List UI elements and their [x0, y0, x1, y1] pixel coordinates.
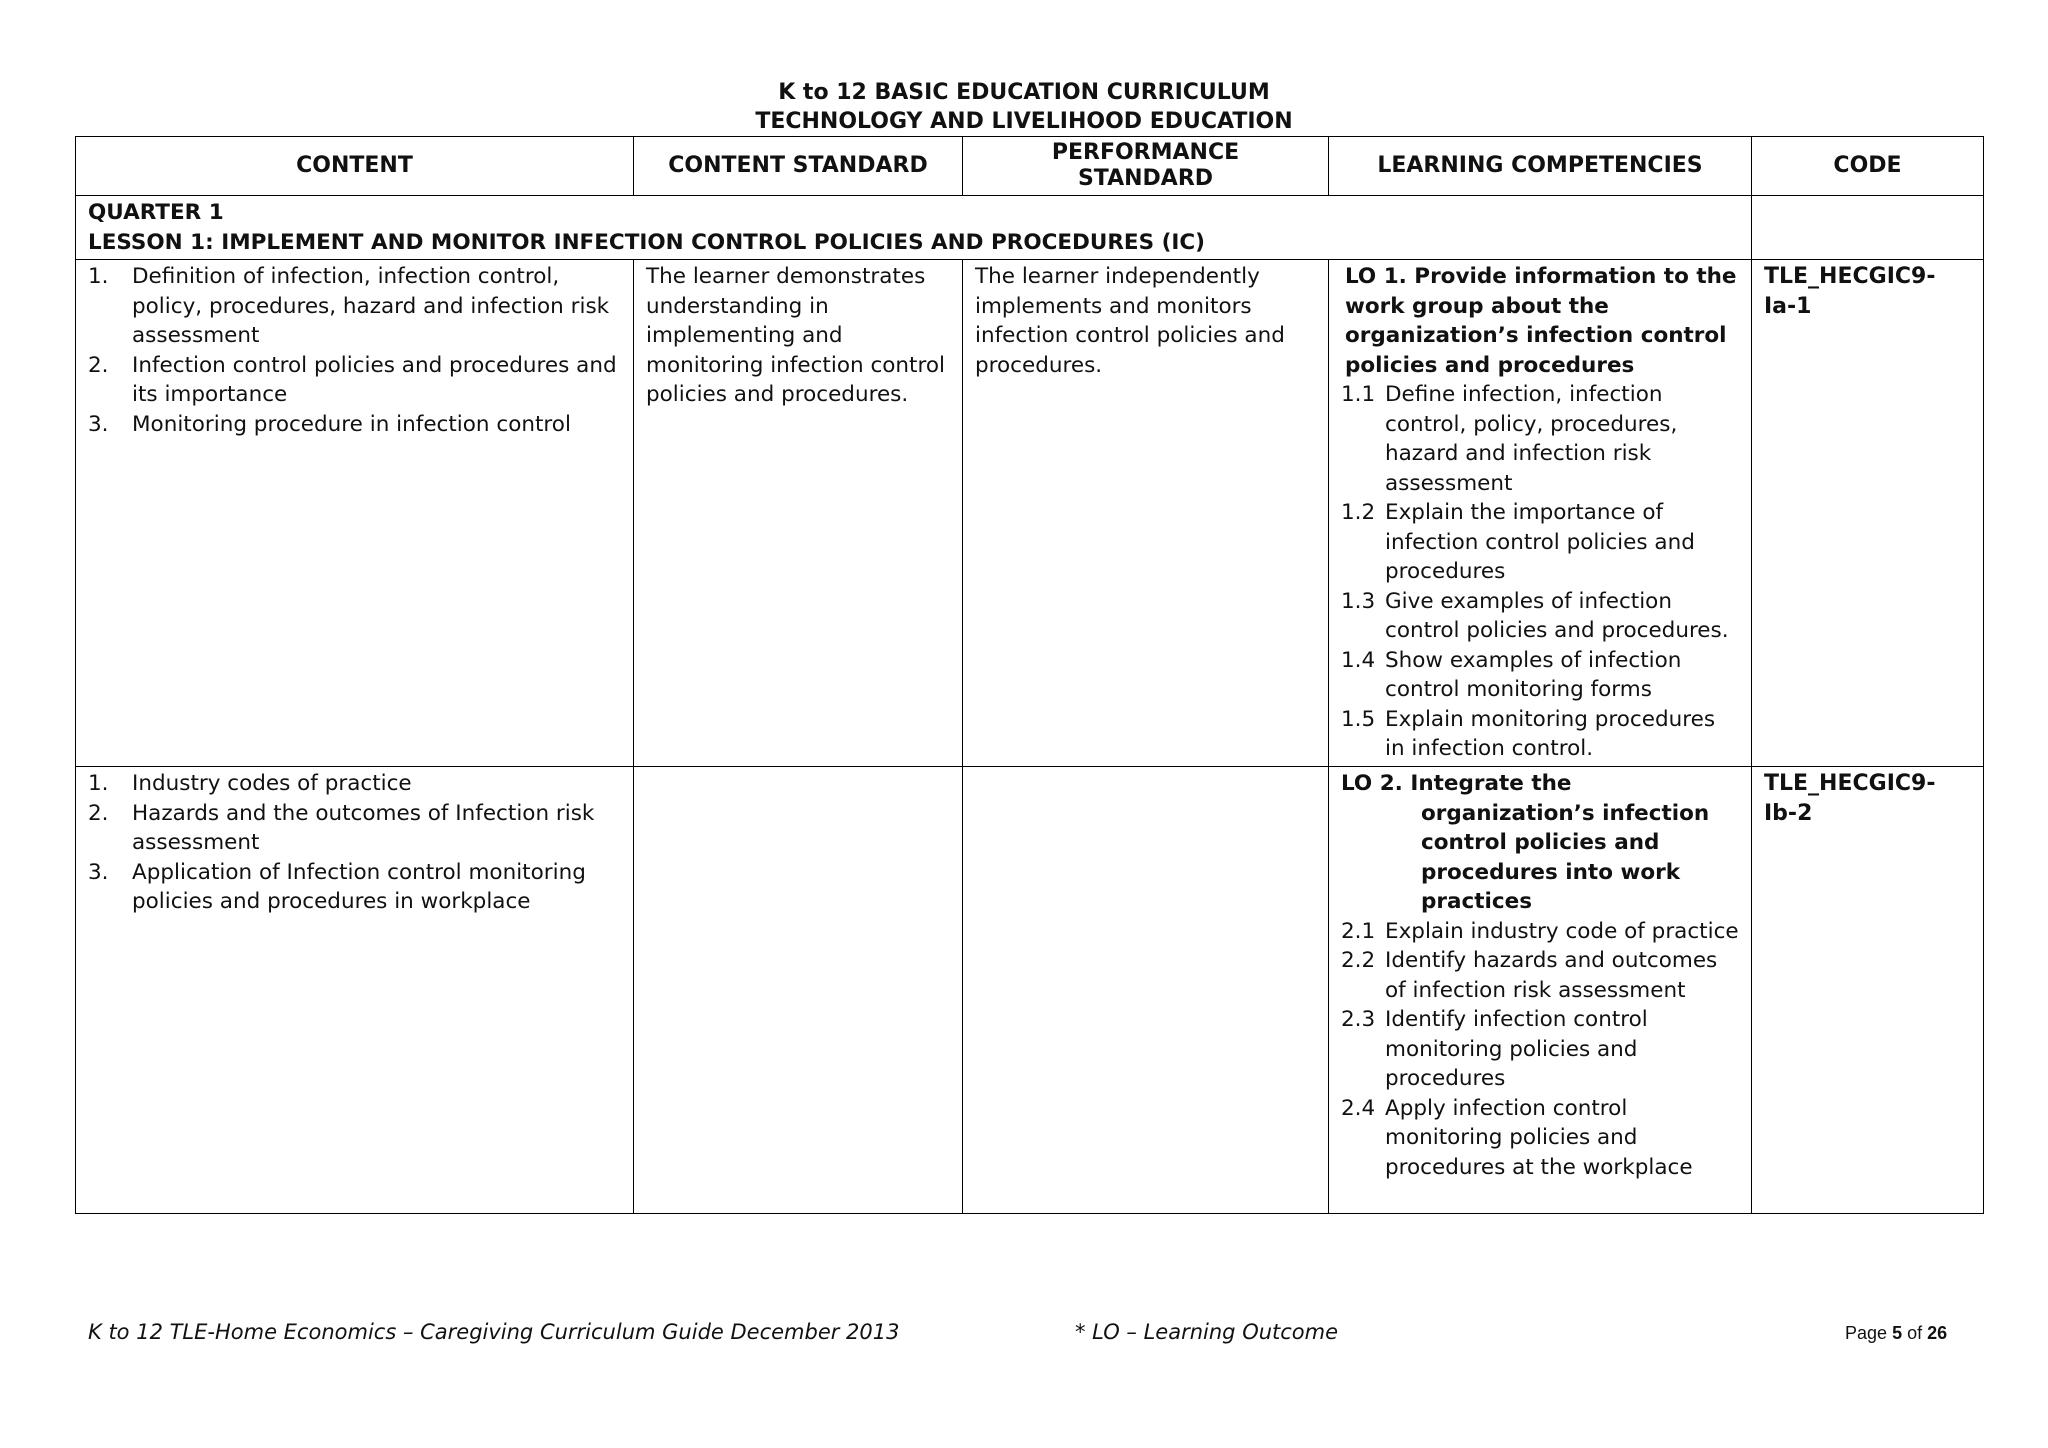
learning-outcome-code: LO 2. [1341, 771, 1403, 796]
code-line2: Ib-2 [1764, 800, 1813, 826]
list-item: 1.4 Show examples of infection control monitoring forms [1341, 647, 1682, 702]
content-cell [76, 260, 634, 767]
list-item: 2.1 Explain industry code of practice [1341, 918, 1739, 944]
code-cell [1752, 260, 1984, 767]
content-standard-cell: The learner demonstrates understanding in implementing and monitoring infection control policies and procedures. [634, 260, 963, 767]
list-item: 2. Hazards and the outcomes of Infection risk assessment [88, 800, 595, 855]
col-header-content-standard: CONTENT STANDARD [634, 137, 963, 196]
quarter-code-cell [1752, 196, 1984, 260]
table-row [76, 767, 1984, 1214]
document-title: K to 12 BASIC EDUCATION CURRICULUM [778, 80, 1270, 105]
code-line1: TLE_HECGIC9- [1764, 771, 1936, 796]
list-item: 2.3 Identify infection control monitoring policies and procedures [1341, 1007, 1648, 1091]
lesson-title: LESSON 1: IMPLEMENT AND MONITOR INFECTION CONTROL POLICIES AND PROCEDURES (IC) [88, 229, 1206, 255]
learning-outcome-title: LO 1. Provide information to the work group about the organization’s infection control policies and procedures [1345, 264, 1737, 378]
list-item: 1.2 Explain the importance of infection control policies and procedures [1341, 500, 1695, 584]
competency-list [1341, 380, 1739, 764]
content-standard-cell [634, 767, 963, 1214]
col-header-content: CONTENT [76, 137, 634, 196]
col-header-performance-standard [963, 137, 1329, 196]
document-subtitle: TECHNOLOGY AND LIVELIHOOD EDUCATION [755, 109, 1293, 134]
learning-outcome-rest: organization’s infection control policies and procedures into work practices [1421, 800, 1710, 914]
list-item: 2.4 Apply infection control monitoring policies and procedures at the workplace [1341, 1095, 1693, 1180]
list-item: 1.5 Explain monitoring procedures in infection control. [1341, 706, 1716, 761]
table-header-row [76, 137, 1984, 196]
col-header-code: CODE [1752, 137, 1984, 196]
performance-standard-cell: The learner independently implements and monitors infection control policies and procedures. [963, 260, 1329, 767]
code-line1: TLE_HECGIC9- [1764, 264, 1936, 289]
quarter-title: QUARTER 1 [88, 200, 224, 225]
code-line2: Ia-1 [1764, 293, 1812, 319]
list-item: 1.3 Give examples of infection control policies and procedures. [1341, 588, 1729, 643]
col-header-learning-competencies: LEARNING COMPETENCIES [1329, 137, 1752, 196]
list-item: 1. Industry codes of practice [88, 771, 412, 796]
footer-lo-note: * LO – Learning Outcome [1075, 1320, 1339, 1344]
performance-standard-cell [963, 767, 1329, 1214]
learning-outcome-first: Integrate the [1410, 771, 1572, 796]
page-number: Page 5 of 26 [1845, 1323, 1948, 1343]
list-item: 1.1 Define infection, infection control, policy, procedures, hazard and infection risk assessment [1341, 382, 1678, 496]
content-list [88, 769, 621, 917]
code-cell [1752, 767, 1984, 1214]
learning-outcome-title [1341, 769, 1739, 917]
list-item: 2.2 Identify hazards and outcomes of infection risk assessment [1341, 948, 1718, 1003]
competency-list [1341, 917, 1739, 1183]
list-item: 1. Definition of infection, infection control, policy, procedures, hazard and infection risk assessment [88, 264, 610, 348]
learning-competencies-cell [1329, 767, 1752, 1214]
table-row [76, 260, 1984, 767]
learning-competencies-cell [1329, 260, 1752, 767]
col-header-performance-line2: STANDARD [1077, 166, 1214, 191]
list-item: 3. Monitoring procedure in infection control [88, 411, 571, 437]
content-list [88, 262, 621, 439]
list-item: 3. Application of Infection control monitoring policies and procedures in workplace [88, 859, 586, 914]
quarter-row [76, 196, 1984, 260]
list-item: 2. Infection control policies and procedures and its importance [88, 352, 617, 407]
quarter-cell [76, 196, 1752, 260]
curriculum-table [75, 136, 1984, 1214]
content-cell [76, 767, 634, 1214]
footer-guide-title: K to 12 TLE-Home Economics – Caregiving Curriculum Guide December 2013 [88, 1320, 900, 1344]
col-header-performance-line1: PERFORMANCE [1051, 140, 1240, 165]
